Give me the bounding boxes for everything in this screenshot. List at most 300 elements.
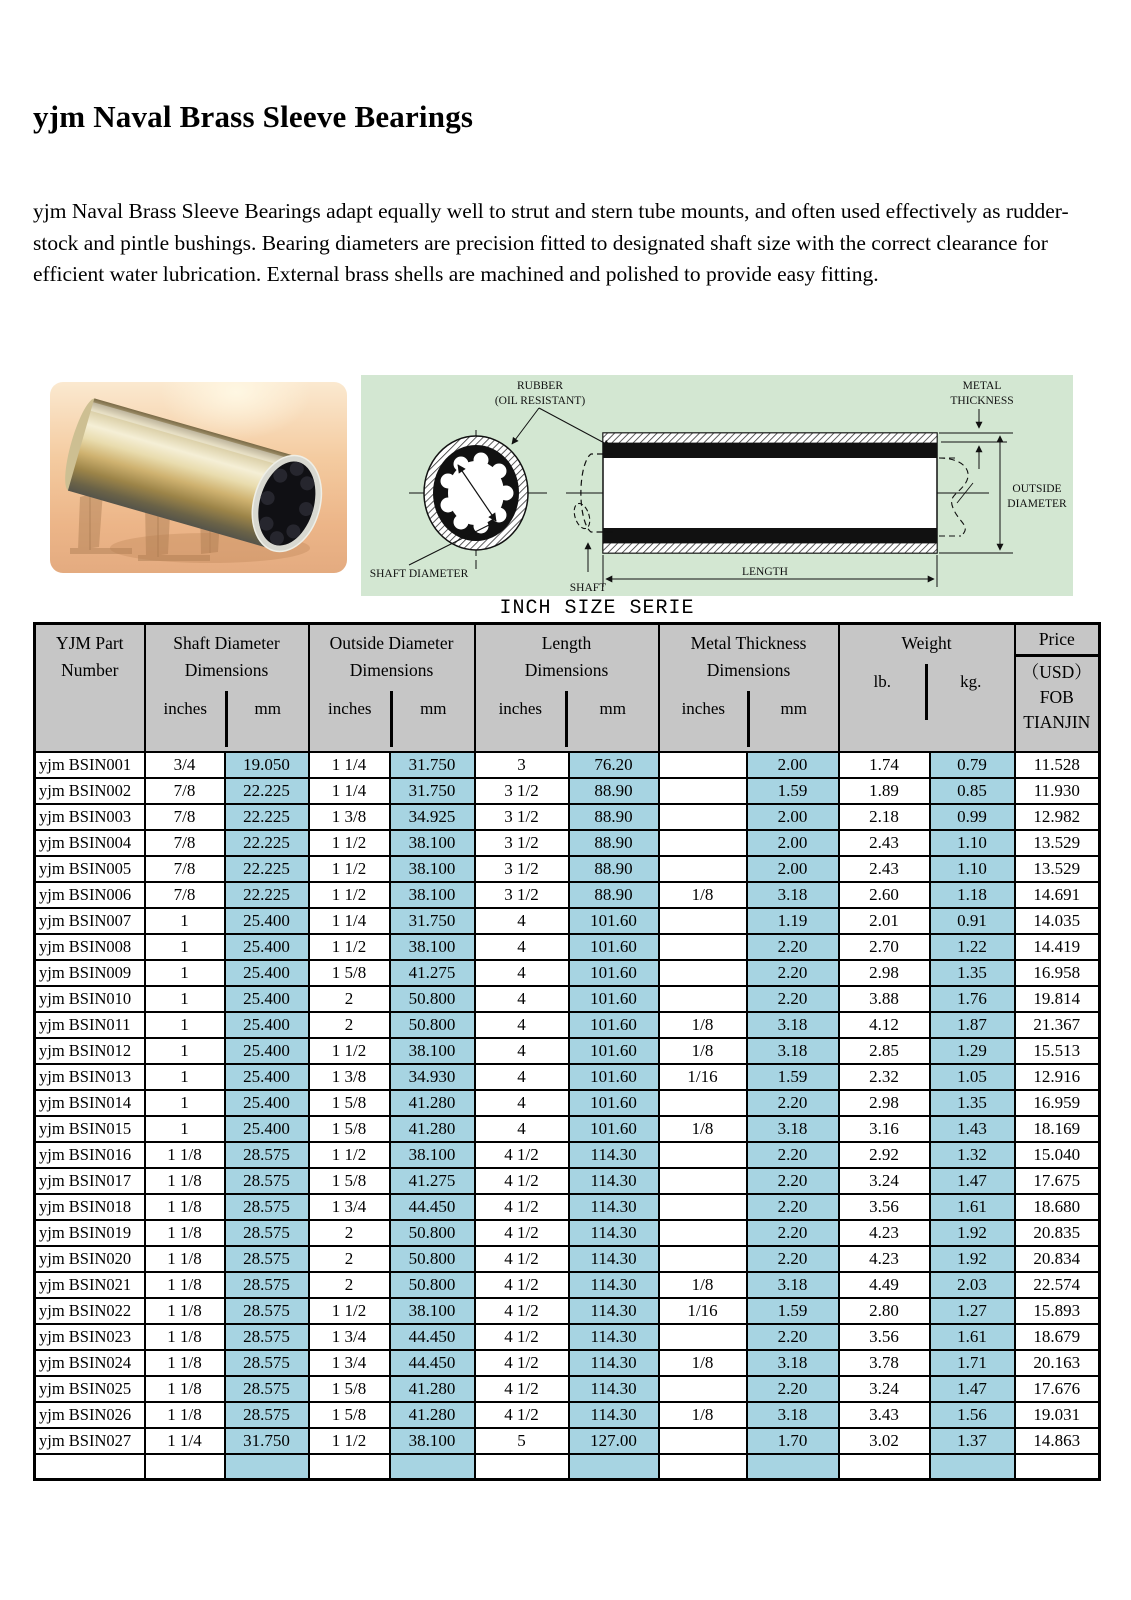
value-cell: 1/8 <box>659 1402 747 1428</box>
table-body <box>35 752 1100 1480</box>
value-cell: 88.90 <box>569 804 659 830</box>
value-cell: 1.22 <box>930 934 1015 960</box>
value-cell: 28.575 <box>225 1350 309 1376</box>
value-cell: 101.60 <box>569 1038 659 1064</box>
value-cell: 41.280 <box>390 1090 475 1116</box>
value-cell <box>659 856 747 882</box>
value-cell: 3.18 <box>747 1116 839 1142</box>
part-number-cell: yjm BSIN014 <box>35 1090 145 1116</box>
value-cell: 2.20 <box>747 1246 839 1272</box>
value-cell: 28.575 <box>225 1298 309 1324</box>
value-cell: 1 1/2 <box>309 882 390 908</box>
part-number-cell: yjm BSIN015 <box>35 1116 145 1142</box>
value-cell: 114.30 <box>569 1168 659 1194</box>
value-cell: 3.56 <box>839 1194 930 1220</box>
value-cell: 3 1/2 <box>475 778 569 804</box>
value-cell: 101.60 <box>569 1012 659 1038</box>
value-cell: 114.30 <box>569 1350 659 1376</box>
value-cell: 4 <box>475 1090 569 1116</box>
part-number-cell: yjm BSIN011 <box>35 1012 145 1038</box>
subheader-mm: mm <box>565 691 658 747</box>
table-row <box>35 1064 1100 1090</box>
value-cell: 44.450 <box>390 1350 475 1376</box>
value-cell: 1/8 <box>659 1350 747 1376</box>
value-cell: 25.400 <box>225 1090 309 1116</box>
value-cell: 114.30 <box>569 1142 659 1168</box>
value-cell: 2 <box>309 1220 390 1246</box>
table-row <box>35 1454 1100 1480</box>
table-row <box>35 1194 1100 1220</box>
value-cell: 17.675 <box>1015 1168 1100 1194</box>
table-row <box>35 1298 1100 1324</box>
value-cell: 1.29 <box>930 1038 1015 1064</box>
value-cell: 4 <box>475 986 569 1012</box>
value-cell: 1 1/2 <box>309 830 390 856</box>
value-cell: 1 1/8 <box>145 1324 225 1350</box>
value-cell: 28.575 <box>225 1376 309 1402</box>
value-cell: 15.893 <box>1015 1298 1100 1324</box>
value-cell: 31.750 <box>390 908 475 934</box>
value-cell: 4.49 <box>839 1272 930 1298</box>
value-cell: 2.43 <box>839 830 930 856</box>
value-cell: 25.400 <box>225 1038 309 1064</box>
value-cell: 4 <box>475 908 569 934</box>
outside-diameter-label: OUTSIDE <box>1012 483 1062 495</box>
header-metal-thickness: Metal Thickness Dimensions inches mm <box>659 624 839 752</box>
value-cell: 1 3/4 <box>309 1350 390 1376</box>
value-cell: 1/8 <box>659 1272 747 1298</box>
value-cell: 2.20 <box>747 1142 839 1168</box>
value-cell: 2.00 <box>747 804 839 830</box>
value-cell: 7/8 <box>145 778 225 804</box>
value-cell: 31.750 <box>390 752 475 778</box>
value-cell <box>659 1376 747 1402</box>
value-cell: 25.400 <box>225 1064 309 1090</box>
value-cell: 1 <box>145 960 225 986</box>
header-weight: Weight lb. kg. <box>839 624 1015 752</box>
value-cell: 50.800 <box>390 1220 475 1246</box>
subheader-mm: mm <box>225 691 308 747</box>
value-cell: 28.575 <box>225 1220 309 1246</box>
value-cell: 4.12 <box>839 1012 930 1038</box>
value-cell: 1 3/8 <box>309 804 390 830</box>
shaft-label: SHAFT <box>569 582 607 594</box>
value-cell: 1/8 <box>659 1012 747 1038</box>
value-cell: 101.60 <box>569 908 659 934</box>
value-cell: 101.60 <box>569 1064 659 1090</box>
price-fob: FOB <box>1039 687 1074 707</box>
value-cell: 1.10 <box>930 830 1015 856</box>
value-cell: 2.98 <box>839 960 930 986</box>
value-cell: 16.958 <box>1015 960 1100 986</box>
value-cell: 1.70 <box>747 1428 839 1454</box>
value-cell: 19.814 <box>1015 986 1100 1012</box>
value-cell: 7/8 <box>145 856 225 882</box>
value-cell <box>659 960 747 986</box>
value-cell: 1 1/8 <box>145 1220 225 1246</box>
value-cell: 3.24 <box>839 1168 930 1194</box>
table-row <box>35 1324 1100 1350</box>
subheader-lb: lb. <box>873 672 892 691</box>
table-row <box>35 856 1100 882</box>
part-number-cell: yjm BSIN027 <box>35 1428 145 1454</box>
value-cell: 38.100 <box>390 830 475 856</box>
value-cell: 1.74 <box>839 752 930 778</box>
value-cell: 1.05 <box>930 1064 1015 1090</box>
part-number-cell: yjm BSIN022 <box>35 1298 145 1324</box>
part-number-cell: yjm BSIN017 <box>35 1168 145 1194</box>
part-number-cell: yjm BSIN018 <box>35 1194 145 1220</box>
value-cell: 50.800 <box>390 1246 475 1272</box>
value-cell: 28.575 <box>225 1142 309 1168</box>
value-cell: 1 1/8 <box>145 1168 225 1194</box>
value-cell: 0.99 <box>930 804 1015 830</box>
part-number-cell: yjm BSIN010 <box>35 986 145 1012</box>
value-cell: 12.916 <box>1015 1064 1100 1090</box>
value-cell: 3.02 <box>839 1428 930 1454</box>
table-row <box>35 986 1100 1012</box>
value-cell: 3.18 <box>747 1012 839 1038</box>
table-row <box>35 1428 1100 1454</box>
value-cell: 7/8 <box>145 882 225 908</box>
part-number-cell: yjm BSIN004 <box>35 830 145 856</box>
value-cell: 1.43 <box>930 1116 1015 1142</box>
value-cell: 2.20 <box>747 986 839 1012</box>
value-cell: 1 <box>145 1012 225 1038</box>
value-cell: 22.225 <box>225 856 309 882</box>
table-row <box>35 1168 1100 1194</box>
value-cell: 38.100 <box>390 1298 475 1324</box>
table-row <box>35 830 1100 856</box>
table-row <box>35 882 1100 908</box>
value-cell <box>225 1454 309 1480</box>
part-number-cell: yjm BSIN005 <box>35 856 145 882</box>
shaft-diameter-label: SHAFT DIAMETER <box>369 568 469 580</box>
table-row <box>35 1220 1100 1246</box>
value-cell <box>659 1090 747 1116</box>
value-cell: 88.90 <box>569 830 659 856</box>
subheader-inches: inches <box>498 699 542 718</box>
value-cell: 1 1/4 <box>309 778 390 804</box>
longitudinal-section <box>566 433 989 553</box>
value-cell: 44.450 <box>390 1194 475 1220</box>
value-cell: 114.30 <box>569 1324 659 1350</box>
value-cell: 13.529 <box>1015 830 1100 856</box>
table-row <box>35 934 1100 960</box>
part-number-cell: yjm BSIN008 <box>35 934 145 960</box>
part-number-cell: yjm BSIN001 <box>35 752 145 778</box>
value-cell: 17.676 <box>1015 1376 1100 1402</box>
value-cell: 11.528 <box>1015 752 1100 778</box>
value-cell: 1 <box>145 1038 225 1064</box>
length-label: LENGTH <box>742 566 788 578</box>
value-cell: 1 1/4 <box>309 752 390 778</box>
value-cell: 28.575 <box>225 1246 309 1272</box>
value-cell: 114.30 <box>569 1298 659 1324</box>
table-header <box>35 624 1100 752</box>
subheader-mm: mm <box>390 691 474 747</box>
value-cell: 1.61 <box>930 1194 1015 1220</box>
value-cell: 4 <box>475 1116 569 1142</box>
value-cell: 1 <box>145 908 225 934</box>
value-cell: 1 1/8 <box>145 1194 225 1220</box>
value-cell: 22.225 <box>225 882 309 908</box>
value-cell: 2.00 <box>747 856 839 882</box>
value-cell: 2.00 <box>747 752 839 778</box>
part-number-cell: yjm BSIN016 <box>35 1142 145 1168</box>
technical-diagram <box>361 375 1073 596</box>
value-cell: 2.70 <box>839 934 930 960</box>
value-cell: 2.92 <box>839 1142 930 1168</box>
value-cell: 4 1/2 <box>475 1324 569 1350</box>
value-cell: 3.18 <box>747 1402 839 1428</box>
inch-size-table <box>33 622 1101 1481</box>
value-cell: 2 <box>309 986 390 1012</box>
outside-diameter-label-2: DIAMETER <box>1007 498 1067 510</box>
subheader-kg: kg. <box>925 664 1014 720</box>
value-cell: 25.400 <box>225 908 309 934</box>
table-row <box>35 1402 1100 1428</box>
subheader-inches: inches <box>328 699 372 718</box>
value-cell: 19.050 <box>225 752 309 778</box>
value-cell: 1/8 <box>659 1038 747 1064</box>
value-cell: 1.32 <box>930 1142 1015 1168</box>
value-cell: 22.225 <box>225 830 309 856</box>
value-cell: 3.78 <box>839 1350 930 1376</box>
value-cell: 4 1/2 <box>475 1376 569 1402</box>
value-cell: 3.18 <box>747 1272 839 1298</box>
value-cell <box>659 1168 747 1194</box>
value-cell: 76.20 <box>569 752 659 778</box>
part-number-cell: yjm BSIN006 <box>35 882 145 908</box>
value-cell: 4 <box>475 1012 569 1038</box>
value-cell <box>1015 1454 1100 1480</box>
value-cell: 1.10 <box>930 856 1015 882</box>
value-cell: 41.275 <box>390 960 475 986</box>
value-cell: 1 1/8 <box>145 1402 225 1428</box>
value-cell: 2.20 <box>747 934 839 960</box>
value-cell: 31.750 <box>225 1428 309 1454</box>
part-number-cell: yjm BSIN023 <box>35 1324 145 1350</box>
value-cell: 3 1/2 <box>475 856 569 882</box>
value-cell: 3.43 <box>839 1402 930 1428</box>
part-number-cell: yjm BSIN021 <box>35 1272 145 1298</box>
value-cell: 1 5/8 <box>309 1402 390 1428</box>
value-cell: 1 5/8 <box>309 1116 390 1142</box>
value-cell: 0.91 <box>930 908 1015 934</box>
value-cell: 1.59 <box>747 1298 839 1324</box>
value-cell: 34.930 <box>390 1064 475 1090</box>
value-cell: 1.35 <box>930 960 1015 986</box>
value-cell: 22.225 <box>225 778 309 804</box>
value-cell: 101.60 <box>569 934 659 960</box>
metal-thickness-label: METAL <box>962 380 1002 392</box>
value-cell: 1 3/8 <box>309 1064 390 1090</box>
value-cell <box>659 778 747 804</box>
value-cell: 20.835 <box>1015 1220 1100 1246</box>
table-row <box>35 752 1100 778</box>
value-cell: 101.60 <box>569 960 659 986</box>
value-cell: 4 1/2 <box>475 1142 569 1168</box>
value-cell: 101.60 <box>569 986 659 1012</box>
value-cell: 1.35 <box>930 1090 1015 1116</box>
value-cell: 3 1/2 <box>475 882 569 908</box>
value-cell: 1.61 <box>930 1324 1015 1350</box>
value-cell: 1 <box>145 986 225 1012</box>
value-cell: 12.982 <box>1015 804 1100 830</box>
value-cell: 1.18 <box>930 882 1015 908</box>
value-cell: 25.400 <box>225 934 309 960</box>
value-cell: 1.47 <box>930 1376 1015 1402</box>
value-cell <box>659 1194 747 1220</box>
value-cell: 101.60 <box>569 1116 659 1142</box>
value-cell: 1 1/8 <box>145 1246 225 1272</box>
value-cell: 38.100 <box>390 1038 475 1064</box>
value-cell: 2.20 <box>747 960 839 986</box>
value-cell: 28.575 <box>225 1194 309 1220</box>
value-cell: 1 1/8 <box>145 1298 225 1324</box>
value-cell: 1 3/4 <box>309 1194 390 1220</box>
value-cell: 2 <box>309 1246 390 1272</box>
value-cell: 44.450 <box>390 1324 475 1350</box>
part-number-cell: yjm BSIN002 <box>35 778 145 804</box>
value-cell: 2.20 <box>747 1194 839 1220</box>
value-cell: 4 1/2 <box>475 1194 569 1220</box>
value-cell: 1.76 <box>930 986 1015 1012</box>
value-cell: 114.30 <box>569 1402 659 1428</box>
value-cell: 1.37 <box>930 1428 1015 1454</box>
value-cell: 1 1/2 <box>309 856 390 882</box>
value-cell: 88.90 <box>569 778 659 804</box>
value-cell: 50.800 <box>390 1272 475 1298</box>
value-cell: 4 1/2 <box>475 1220 569 1246</box>
value-cell: 2.60 <box>839 882 930 908</box>
value-cell: 4 1/2 <box>475 1402 569 1428</box>
value-cell: 13.529 <box>1015 856 1100 882</box>
value-cell: 4 1/2 <box>475 1168 569 1194</box>
value-cell: 41.275 <box>390 1168 475 1194</box>
value-cell: 18.680 <box>1015 1194 1100 1220</box>
part-number-cell <box>35 1454 145 1480</box>
value-cell: 114.30 <box>569 1376 659 1402</box>
table-row <box>35 778 1100 804</box>
value-cell: 4 1/2 <box>475 1246 569 1272</box>
table-row <box>35 908 1100 934</box>
value-cell: 41.280 <box>390 1116 475 1142</box>
value-cell: 38.100 <box>390 1428 475 1454</box>
table-row <box>35 1350 1100 1376</box>
value-cell: 14.863 <box>1015 1428 1100 1454</box>
table-row <box>35 1142 1100 1168</box>
value-cell <box>659 804 747 830</box>
price-currency: （USD） <box>1021 662 1092 682</box>
value-cell: 7/8 <box>145 830 225 856</box>
value-cell: 16.959 <box>1015 1090 1100 1116</box>
value-cell: 1/16 <box>659 1064 747 1090</box>
value-cell: 1.59 <box>747 778 839 804</box>
value-cell: 1.59 <box>747 1064 839 1090</box>
value-cell: 114.30 <box>569 1272 659 1298</box>
part-number-cell: yjm BSIN020 <box>35 1246 145 1272</box>
subheader-inches: inches <box>681 699 725 718</box>
value-cell: 2 <box>309 1012 390 1038</box>
value-cell: 2.43 <box>839 856 930 882</box>
page-title: yjm Naval Brass Sleeve Bearings <box>33 99 474 134</box>
value-cell: 3.88 <box>839 986 930 1012</box>
value-cell: 38.100 <box>390 934 475 960</box>
value-cell <box>659 934 747 960</box>
value-cell: 2.98 <box>839 1090 930 1116</box>
value-cell <box>309 1454 390 1480</box>
value-cell: 3.18 <box>747 1038 839 1064</box>
rubber-label: RUBBER <box>516 380 564 392</box>
value-cell <box>659 830 747 856</box>
value-cell: 14.691 <box>1015 882 1100 908</box>
value-cell: 2.20 <box>747 1376 839 1402</box>
value-cell <box>569 1454 659 1480</box>
value-cell: 4 <box>475 1038 569 1064</box>
value-cell: 18.169 <box>1015 1116 1100 1142</box>
value-cell: 1 3/4 <box>309 1324 390 1350</box>
price-city: TIANJIN <box>1023 712 1091 732</box>
part-number-cell: yjm BSIN013 <box>35 1064 145 1090</box>
value-cell: 0.79 <box>930 752 1015 778</box>
value-cell <box>475 1454 569 1480</box>
value-cell: 2.03 <box>930 1272 1015 1298</box>
value-cell: 1 1/2 <box>309 1038 390 1064</box>
value-cell: 22.574 <box>1015 1272 1100 1298</box>
value-cell: 3.18 <box>747 1350 839 1376</box>
value-cell: 1/8 <box>659 882 747 908</box>
value-cell: 1 <box>145 1090 225 1116</box>
value-cell: 50.800 <box>390 986 475 1012</box>
value-cell: 2.20 <box>747 1168 839 1194</box>
value-cell: 14.419 <box>1015 934 1100 960</box>
value-cell: 50.800 <box>390 1012 475 1038</box>
value-cell: 1 1/2 <box>309 1428 390 1454</box>
value-cell: 41.280 <box>390 1376 475 1402</box>
table-row <box>35 1246 1100 1272</box>
value-cell: 2.01 <box>839 908 930 934</box>
value-cell: 25.400 <box>225 986 309 1012</box>
part-number-cell: yjm BSIN026 <box>35 1402 145 1428</box>
value-cell <box>659 1428 747 1454</box>
value-cell: 34.925 <box>390 804 475 830</box>
bearing-photo <box>50 382 347 573</box>
table-row <box>35 1116 1100 1142</box>
value-cell <box>930 1454 1015 1480</box>
value-cell: 28.575 <box>225 1402 309 1428</box>
value-cell: 2.20 <box>747 1324 839 1350</box>
value-cell: 1 5/8 <box>309 1376 390 1402</box>
part-number-cell: yjm BSIN012 <box>35 1038 145 1064</box>
value-cell: 3 1/2 <box>475 830 569 856</box>
table-row <box>35 1272 1100 1298</box>
value-cell <box>145 1454 225 1480</box>
value-cell: 88.90 <box>569 856 659 882</box>
value-cell: 20.163 <box>1015 1350 1100 1376</box>
value-cell: 19.031 <box>1015 1402 1100 1428</box>
value-cell: 28.575 <box>225 1324 309 1350</box>
value-cell: 2 <box>309 1272 390 1298</box>
value-cell: 15.513 <box>1015 1038 1100 1064</box>
value-cell: 1 <box>145 1116 225 1142</box>
value-cell: 88.90 <box>569 882 659 908</box>
value-cell <box>839 1454 930 1480</box>
value-cell <box>659 1246 747 1272</box>
value-cell: 1.27 <box>930 1298 1015 1324</box>
value-cell: 1 1/8 <box>145 1376 225 1402</box>
